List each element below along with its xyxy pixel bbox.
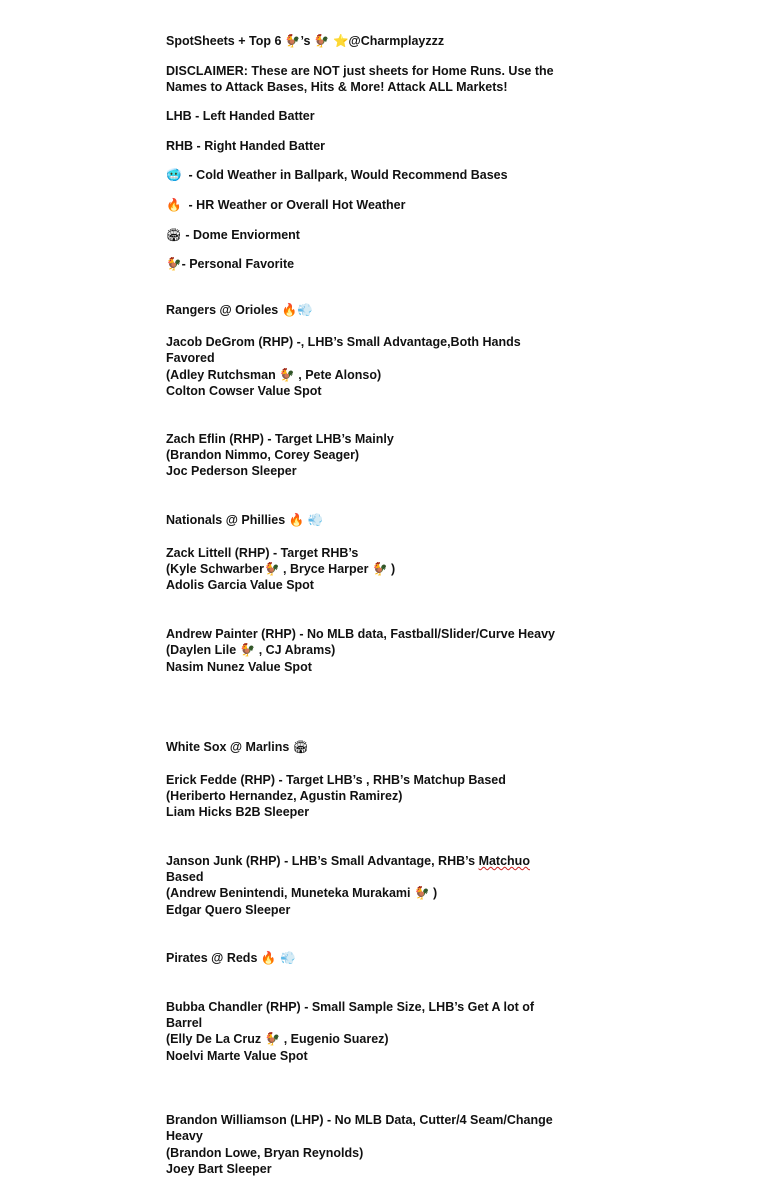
pitcher-line-cont: Heavy — [166, 1129, 203, 1143]
star-icon: ⭐ — [332, 34, 349, 48]
fire-icon: 🔥 — [281, 303, 298, 317]
legend-lhb: LHB - Left Handed Batter — [166, 109, 315, 123]
pitcher-line-cont: Barrel — [166, 1016, 203, 1030]
rooster-icon: 🐓 — [166, 257, 182, 271]
rooster-icon: 🐓 — [264, 1032, 281, 1046]
pitcher-text: Janson Junk (RHP) - LHB’s Small Advantage, RHB’s — [166, 854, 479, 868]
sleeper: Joey Bart Sleeper — [166, 1162, 272, 1176]
picks-text: , Eugenio Suarez) — [280, 1032, 389, 1046]
value-spot: Colton Cowser Value Spot — [166, 384, 322, 398]
title-prefix: SpotSheets + Top 6 — [166, 34, 285, 48]
pitcher-line: Jacob DeGrom (RHP) -, LHB’s Small Advantage,Both Hands — [166, 335, 521, 349]
legend-hot-text: - HR Weather or Overall Hot Weather — [188, 198, 406, 212]
pitcher-line-cont: Favored — [166, 351, 215, 365]
sleeper: Edgar Quero Sleeper — [166, 903, 291, 917]
pitcher-line — [166, 853, 530, 869]
picks-text: , Pete Alonso) — [294, 368, 382, 382]
picks-line — [166, 885, 437, 901]
legend-cold-text: - Cold Weather in Ballpark, Would Recommend Bases — [188, 168, 508, 182]
pitcher-line: Zack Littell (RHP) - Target RHB’s — [166, 546, 359, 560]
pitcher-line: Bubba Chandler (RHP) - Small Sample Size, LHB’s Get A lot of — [166, 1000, 535, 1014]
game-title — [166, 512, 323, 528]
pitcher-line: Erick Fedde (RHP) - Target LHB’s , RHB’s Matchup Based — [166, 773, 506, 787]
pitcher-line: Andrew Painter (RHP) - No MLB data, Fastball/Slider/Curve Heavy — [166, 627, 555, 641]
rooster-icon: 🐓 — [284, 34, 301, 48]
picks-line — [166, 642, 335, 658]
sleeper: Liam Hicks B2B Sleeper — [166, 805, 310, 819]
picks-text: (Daylen Lile — [166, 643, 240, 657]
legend-dome — [166, 227, 300, 243]
game-title-text: Pirates @ Reds — [166, 951, 258, 965]
game-title — [166, 739, 309, 755]
rooster-icon: 🐓 — [413, 886, 430, 900]
game-title-text: White Sox @ Marlins — [166, 740, 290, 754]
pitcher-line: Brandon Williamson (LHP) - No MLB Data, Cutter/4 Seam/Change — [166, 1113, 553, 1127]
game-title — [166, 950, 296, 966]
game-title-text: Rangers @ Orioles — [166, 303, 279, 317]
fire-icon: 🔥 — [260, 951, 277, 965]
disclaimer-line-2: Names to Attack Bases, Hits & More! Attack ALL Markets! — [166, 80, 508, 94]
legend-rhb: RHB - Right Handed Batter — [166, 139, 326, 153]
picks-line — [166, 367, 381, 383]
cold-face-icon: 🥶 — [166, 168, 182, 182]
fire-icon: 🔥 — [166, 198, 182, 212]
picks-text: ) — [429, 886, 438, 900]
value-spot: Adolis Garcia Value Spot — [166, 578, 314, 592]
title-handle: @Charmplayzzz — [348, 34, 445, 48]
stadium-icon: 🏟 — [292, 740, 309, 754]
wind-icon: 💨 — [307, 513, 324, 527]
disclaimer-line-1: DISCLAIMER: These are NOT just sheets for Home Runs. Use the — [166, 64, 554, 78]
picks-text: , Bryce Harper — [279, 562, 372, 576]
wind-icon: 💨 — [279, 951, 296, 965]
picks-text: ) — [387, 562, 396, 576]
legend-cold — [166, 167, 508, 183]
legend-hot — [166, 197, 405, 213]
legend-fav-text: - Personal Favorite — [181, 257, 295, 271]
picks-line: (Brandon Nimmo, Corey Seager) — [166, 448, 360, 462]
picks-line: (Brandon Lowe, Bryan Reynolds) — [166, 1146, 364, 1160]
picks-text: (Kyle Schwarber — [166, 562, 264, 576]
picks-line — [166, 1031, 389, 1047]
pitcher-line-cont: Based — [166, 870, 204, 884]
title-middle: ’s — [300, 34, 314, 48]
misspelled-word: Matchuo — [478, 854, 530, 868]
pitcher-line: Zach Eflin (RHP) - Target LHB’s Mainly — [166, 432, 394, 446]
game-title — [166, 302, 313, 318]
document-title — [166, 33, 444, 49]
fire-icon: 🔥 — [288, 513, 305, 527]
picks-text: (Adley Rutchsman — [166, 368, 280, 382]
stadium-icon: 🏟 — [166, 228, 182, 242]
legend-dome-text: - Dome Enviorment — [185, 228, 300, 242]
picks-line: (Heriberto Hernandez, Agustin Ramirez) — [166, 789, 403, 803]
wind-icon: 💨 — [297, 303, 313, 317]
rooster-icon: 🐓 — [279, 368, 295, 382]
legend-fav — [166, 256, 294, 272]
picks-text: (Elly De La Cruz — [166, 1032, 265, 1046]
picks-line — [166, 561, 395, 577]
value-spot: Nasim Nunez Value Spot — [166, 660, 312, 674]
picks-text: (Andrew Benintendi, Muneteka Murakami — [166, 886, 414, 900]
picks-text: , CJ Abrams) — [255, 643, 336, 657]
rooster-icon: 🐓 — [239, 643, 256, 657]
rooster-icon: 🐓 — [313, 34, 330, 48]
value-spot: Noelvi Marte Value Spot — [166, 1049, 308, 1063]
rooster-icon: 🐓 — [263, 562, 280, 576]
game-title-text: Nationals @ Phillies — [166, 513, 286, 527]
sleeper: Joc Pederson Sleeper — [166, 464, 297, 478]
rooster-icon: 🐓 — [371, 562, 388, 576]
